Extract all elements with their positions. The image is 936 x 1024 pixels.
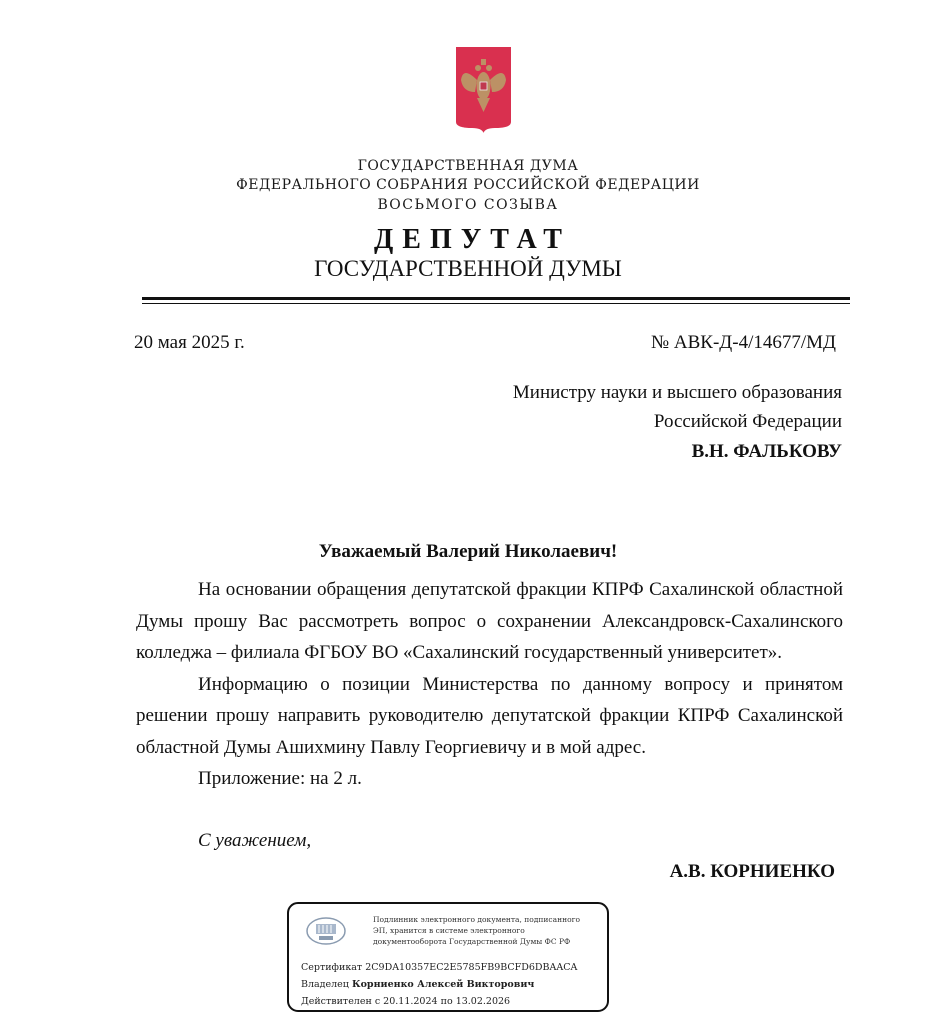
body-paragraph: Информацию о позиции Министерства по данному вопросу и принятом решении прошу направить руководителю депутатской фракции КПРФ Сахалинской областной Думы Ашихмину Павлу Георгиевичу и в мой адрес. [136, 673, 843, 758]
addressee-name: В.Н. ФАЛЬКОВУ [691, 441, 842, 462]
letter-body [136, 574, 843, 795]
letter-date: 20 мая 2025 г. [134, 332, 245, 353]
valid-to: 13.02.2026 [455, 996, 511, 1007]
signature-note: Подлинник электронного документа, подписанного ЭП, хранится в системе электронного документооборота Государственной Думы ФС РФ [373, 915, 581, 946]
letterhead-subtitle: ГОСУДАРСТВЕННОЙ ДУМЫ [314, 256, 622, 281]
signer-name: А.В. КОРНИЕНКО [669, 861, 835, 882]
org-name-line3: ВОСЬМОГО СОЗЫВА [377, 197, 559, 213]
letter-number: № АВК-Д-4/14677/МД [651, 332, 836, 353]
state-duma-logo-icon [305, 916, 347, 946]
header-divider-thin [142, 303, 850, 304]
addressee-position: Министру науки и высшего образования [512, 382, 842, 403]
letter-closing: С уважением, [198, 830, 312, 851]
letter-greeting: Уважаемый Валерий Николаевич! [318, 541, 618, 562]
body-paragraph: На основании обращения депутатской фракции КПРФ Сахалинской областной Думы прошу Вас рассмотреть вопрос о сохранении Александровск-Сахалинского колледжа – филиала ФГБОУ ВО «Сахалинский государственный университет». [136, 579, 843, 663]
letterhead-title: ДЕПУТАТ [374, 224, 571, 255]
valid-from: 20.11.2024 [383, 996, 438, 1007]
russian-coat-of-arms-icon [455, 46, 512, 134]
validity-line: Действителен с 20.11.2024 по 13.02.2026 [301, 996, 511, 1007]
attachment-note: Приложение: на 2 л. [198, 768, 362, 789]
header-divider-thick [142, 297, 850, 300]
electronic-signature-stamp [287, 902, 609, 1012]
org-name-line2: ФЕДЕРАЛЬНОГО СОБРАНИЯ РОССИЙСКОЙ ФЕДЕРАЦИИ [236, 177, 700, 193]
owner-name: Корниенко Алексей Викторович [351, 979, 535, 990]
certificate-id: 2C9DA10357EC2E5785FB9BCFD6DBAACA [365, 962, 578, 973]
owner-line: Владелец Корниенко Алексей Викторович [301, 979, 535, 990]
addressee-country: Российской Федерации [653, 411, 842, 432]
certificate-line: Сертификат 2C9DA10357EC2E5785FB9BCFD6DBAACA [301, 962, 578, 973]
org-name-line1: ГОСУДАРСТВЕННАЯ ДУМА [357, 158, 579, 174]
